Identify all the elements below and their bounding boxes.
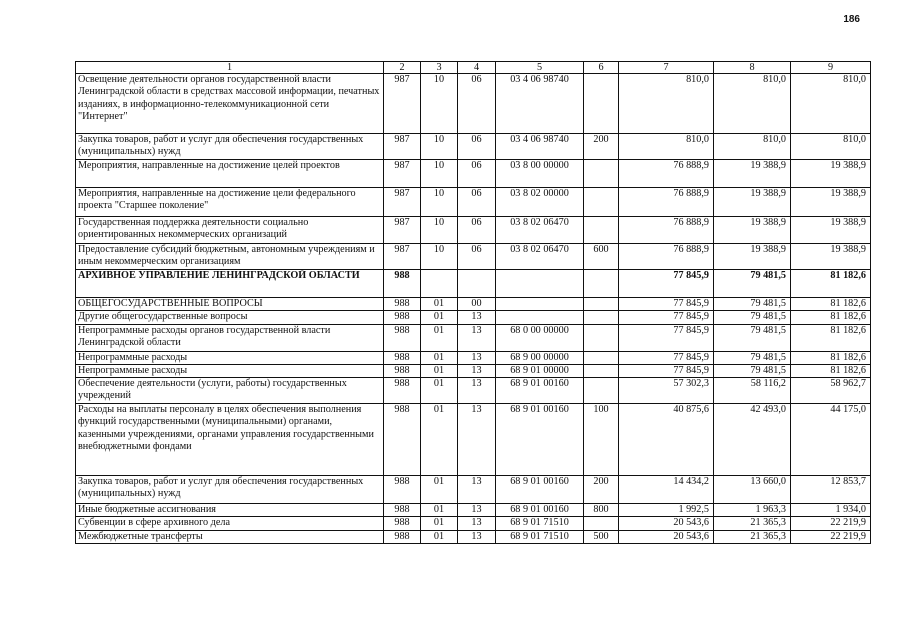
col-8: 79 481,5 bbox=[714, 311, 791, 324]
col-9: 81 182,6 bbox=[791, 311, 871, 324]
col-5: 03 8 02 06470 bbox=[496, 244, 584, 270]
col-4: 13 bbox=[458, 504, 496, 517]
table-row bbox=[76, 476, 871, 504]
col-5: 68 9 01 71510 bbox=[496, 530, 584, 543]
col-4: 06 bbox=[458, 134, 496, 160]
header-cell: 2 bbox=[384, 62, 421, 74]
col-2: 987 bbox=[384, 134, 421, 160]
row-name: Мероприятия, направленные на достижение целей проектов bbox=[76, 160, 384, 188]
col-4 bbox=[458, 270, 496, 298]
col-9: 19 388,9 bbox=[791, 188, 871, 217]
header-cell: 8 bbox=[714, 62, 791, 74]
col-3: 10 bbox=[421, 160, 458, 188]
col-8: 42 493,0 bbox=[714, 404, 791, 476]
col-6 bbox=[584, 517, 619, 530]
table-row bbox=[76, 188, 871, 217]
col-7: 77 845,9 bbox=[619, 324, 714, 351]
col-2: 987 bbox=[384, 188, 421, 217]
col-7: 14 434,2 bbox=[619, 476, 714, 504]
col-5: 03 4 06 98740 bbox=[496, 134, 584, 160]
table-row bbox=[76, 244, 871, 270]
row-name: Непрограммные расходы bbox=[76, 351, 384, 364]
col-5 bbox=[496, 270, 584, 298]
col-4: 13 bbox=[458, 378, 496, 404]
col-2: 988 bbox=[384, 364, 421, 377]
col-7: 77 845,9 bbox=[619, 351, 714, 364]
col-6 bbox=[584, 324, 619, 351]
table-body bbox=[76, 62, 871, 544]
table-row bbox=[76, 160, 871, 188]
col-7: 76 888,9 bbox=[619, 217, 714, 244]
row-name: Государственная поддержка деятельности социально ориентированных некоммерческих организаций bbox=[76, 217, 384, 244]
col-4: 06 bbox=[458, 244, 496, 270]
row-name: Непрограммные расходы bbox=[76, 364, 384, 377]
header-cell: 1 bbox=[76, 62, 384, 74]
col-9: 810,0 bbox=[791, 134, 871, 160]
col-4: 06 bbox=[458, 188, 496, 217]
col-7: 77 845,9 bbox=[619, 270, 714, 298]
col-8: 19 388,9 bbox=[714, 160, 791, 188]
col-9: 81 182,6 bbox=[791, 270, 871, 298]
table-row bbox=[76, 517, 871, 530]
col-3: 01 bbox=[421, 504, 458, 517]
row-name: Предоставление субсидий бюджетным, автономным учреждениям и иным некоммерческим организациям bbox=[76, 244, 384, 270]
col-8: 19 388,9 bbox=[714, 244, 791, 270]
col-6 bbox=[584, 160, 619, 188]
col-5 bbox=[496, 311, 584, 324]
col-9: 81 182,6 bbox=[791, 324, 871, 351]
col-7: 57 302,3 bbox=[619, 378, 714, 404]
col-3: 01 bbox=[421, 298, 458, 311]
col-7: 40 875,6 bbox=[619, 404, 714, 476]
row-name: Межбюджетные трансферты bbox=[76, 530, 384, 543]
col-5: 03 8 02 00000 bbox=[496, 188, 584, 217]
col-5: 68 0 00 00000 bbox=[496, 324, 584, 351]
col-3: 10 bbox=[421, 188, 458, 217]
col-4: 13 bbox=[458, 311, 496, 324]
col-6: 800 bbox=[584, 504, 619, 517]
col-7: 76 888,9 bbox=[619, 188, 714, 217]
col-8: 19 388,9 bbox=[714, 217, 791, 244]
col-7: 76 888,9 bbox=[619, 244, 714, 270]
col-3: 01 bbox=[421, 324, 458, 351]
col-6: 200 bbox=[584, 476, 619, 504]
col-2: 987 bbox=[384, 244, 421, 270]
col-9: 58 962,7 bbox=[791, 378, 871, 404]
table-row bbox=[76, 311, 871, 324]
col-4: 13 bbox=[458, 351, 496, 364]
row-name: Другие общегосударственные вопросы bbox=[76, 311, 384, 324]
col-2: 988 bbox=[384, 404, 421, 476]
row-name: Мероприятия, направленные на достижение цели федерального проекта "Старшее поколение" bbox=[76, 188, 384, 217]
col-5: 68 9 01 71510 bbox=[496, 517, 584, 530]
col-7: 77 845,9 bbox=[619, 364, 714, 377]
table-row bbox=[76, 530, 871, 543]
col-8: 79 481,5 bbox=[714, 364, 791, 377]
header-cell: 5 bbox=[496, 62, 584, 74]
col-7: 77 845,9 bbox=[619, 311, 714, 324]
col-3: 01 bbox=[421, 530, 458, 543]
col-6 bbox=[584, 364, 619, 377]
col-9: 19 388,9 bbox=[791, 244, 871, 270]
row-name: Непрограммные расходы органов государственной власти Ленинградской области bbox=[76, 324, 384, 351]
header-cell: 9 bbox=[791, 62, 871, 74]
col-8: 79 481,5 bbox=[714, 298, 791, 311]
budget-table bbox=[75, 61, 871, 544]
table-row bbox=[76, 217, 871, 244]
col-5: 68 9 00 00000 bbox=[496, 351, 584, 364]
col-2: 987 bbox=[384, 74, 421, 134]
col-9: 1 934,0 bbox=[791, 504, 871, 517]
col-4: 06 bbox=[458, 74, 496, 134]
col-2: 988 bbox=[384, 517, 421, 530]
col-7: 77 845,9 bbox=[619, 298, 714, 311]
col-9: 81 182,6 bbox=[791, 298, 871, 311]
col-9: 81 182,6 bbox=[791, 364, 871, 377]
col-8: 21 365,3 bbox=[714, 517, 791, 530]
col-3: 01 bbox=[421, 378, 458, 404]
col-3: 01 bbox=[421, 517, 458, 530]
col-5: 68 9 01 00160 bbox=[496, 504, 584, 517]
col-8: 79 481,5 bbox=[714, 351, 791, 364]
col-2: 987 bbox=[384, 160, 421, 188]
row-name: Закупка товаров, работ и услуг для обеспечения государственных (муниципальных) нужд bbox=[76, 476, 384, 504]
col-8: 58 116,2 bbox=[714, 378, 791, 404]
col-3: 01 bbox=[421, 311, 458, 324]
col-2: 988 bbox=[384, 311, 421, 324]
col-2: 988 bbox=[384, 270, 421, 298]
row-name: ОБЩЕГОСУДАРСТВЕННЫЕ ВОПРОСЫ bbox=[76, 298, 384, 311]
col-8: 21 365,3 bbox=[714, 530, 791, 543]
col-6 bbox=[584, 74, 619, 134]
table-row bbox=[76, 324, 871, 351]
col-9: 19 388,9 bbox=[791, 217, 871, 244]
col-6 bbox=[584, 188, 619, 217]
col-8: 19 388,9 bbox=[714, 188, 791, 217]
col-3: 10 bbox=[421, 134, 458, 160]
col-2: 988 bbox=[384, 298, 421, 311]
col-8: 79 481,5 bbox=[714, 270, 791, 298]
col-6 bbox=[584, 298, 619, 311]
col-4: 13 bbox=[458, 324, 496, 351]
col-7: 810,0 bbox=[619, 134, 714, 160]
row-name: Закупка товаров, работ и услуг для обеспечения государственных (муниципальных) нужд bbox=[76, 134, 384, 160]
table-row bbox=[76, 270, 871, 298]
row-name: Обеспечение деятельности (услуги, работы) государственных учреждений bbox=[76, 378, 384, 404]
col-9: 810,0 bbox=[791, 74, 871, 134]
col-4: 13 bbox=[458, 476, 496, 504]
col-5: 68 9 01 00160 bbox=[496, 476, 584, 504]
col-3: 01 bbox=[421, 404, 458, 476]
col-5: 03 4 06 98740 bbox=[496, 74, 584, 134]
col-5 bbox=[496, 298, 584, 311]
col-8: 1 963,3 bbox=[714, 504, 791, 517]
col-7: 20 543,6 bbox=[619, 530, 714, 543]
col-4: 13 bbox=[458, 517, 496, 530]
row-name: Освещение деятельности органов государственной власти Ленинградской области в средствах массовой информации, печатных изданиях, в информационно-телекоммуникационной сети "Интернет" bbox=[76, 74, 384, 134]
table-row bbox=[76, 378, 871, 404]
col-2: 988 bbox=[384, 324, 421, 351]
col-9: 81 182,6 bbox=[791, 351, 871, 364]
header-cell: 7 bbox=[619, 62, 714, 74]
col-4: 13 bbox=[458, 404, 496, 476]
col-7: 810,0 bbox=[619, 74, 714, 134]
col-2: 988 bbox=[384, 530, 421, 543]
col-9: 44 175,0 bbox=[791, 404, 871, 476]
col-7: 20 543,6 bbox=[619, 517, 714, 530]
col-4: 06 bbox=[458, 160, 496, 188]
col-6 bbox=[584, 311, 619, 324]
col-3: 01 bbox=[421, 351, 458, 364]
col-9: 22 219,9 bbox=[791, 530, 871, 543]
col-4: 00 bbox=[458, 298, 496, 311]
col-2: 988 bbox=[384, 504, 421, 517]
col-5: 68 9 01 00000 bbox=[496, 364, 584, 377]
col-8: 810,0 bbox=[714, 74, 791, 134]
table-row bbox=[76, 504, 871, 517]
header-cell: 4 bbox=[458, 62, 496, 74]
col-6: 100 bbox=[584, 404, 619, 476]
table-row bbox=[76, 74, 871, 134]
col-4: 06 bbox=[458, 217, 496, 244]
col-9: 19 388,9 bbox=[791, 160, 871, 188]
col-2: 988 bbox=[384, 476, 421, 504]
table-row bbox=[76, 404, 871, 476]
col-6 bbox=[584, 351, 619, 364]
col-3: 10 bbox=[421, 217, 458, 244]
col-8: 810,0 bbox=[714, 134, 791, 160]
row-name: Иные бюджетные ассигнования bbox=[76, 504, 384, 517]
col-9: 22 219,9 bbox=[791, 517, 871, 530]
col-8: 13 660,0 bbox=[714, 476, 791, 504]
col-3: 01 bbox=[421, 364, 458, 377]
col-8: 79 481,5 bbox=[714, 324, 791, 351]
col-6: 500 bbox=[584, 530, 619, 543]
col-5: 68 9 01 00160 bbox=[496, 378, 584, 404]
table-row bbox=[76, 134, 871, 160]
col-3: 10 bbox=[421, 74, 458, 134]
col-2: 988 bbox=[384, 378, 421, 404]
table-row bbox=[76, 351, 871, 364]
col-6: 600 bbox=[584, 244, 619, 270]
col-2: 987 bbox=[384, 217, 421, 244]
col-3: 10 bbox=[421, 244, 458, 270]
col-3 bbox=[421, 270, 458, 298]
row-name: Расходы на выплаты персоналу в целях обеспечения выполнения функций государственными (муниципальными) органами, казенными учреждениями, органами управления государственными внебюджетными фондами bbox=[76, 404, 384, 476]
table-row bbox=[76, 298, 871, 311]
col-5: 03 8 02 06470 bbox=[496, 217, 584, 244]
col-4: 13 bbox=[458, 530, 496, 543]
col-6 bbox=[584, 270, 619, 298]
col-2: 988 bbox=[384, 351, 421, 364]
col-4: 13 bbox=[458, 364, 496, 377]
col-3: 01 bbox=[421, 476, 458, 504]
col-7: 1 992,5 bbox=[619, 504, 714, 517]
col-5: 03 8 00 00000 bbox=[496, 160, 584, 188]
table-row bbox=[76, 364, 871, 377]
col-6 bbox=[584, 378, 619, 404]
header-cell: 3 bbox=[421, 62, 458, 74]
header-row bbox=[76, 62, 871, 74]
row-name: Субвенции в сфере архивного дела bbox=[76, 517, 384, 530]
col-5: 68 9 01 00160 bbox=[496, 404, 584, 476]
page-number: 186 bbox=[843, 14, 860, 25]
col-7: 76 888,9 bbox=[619, 160, 714, 188]
col-6: 200 bbox=[584, 134, 619, 160]
col-9: 12 853,7 bbox=[791, 476, 871, 504]
header-cell: 6 bbox=[584, 62, 619, 74]
row-name: АРХИВНОЕ УПРАВЛЕНИЕ ЛЕНИНГРАДСКОЙ ОБЛАСТИ bbox=[76, 270, 384, 298]
col-6 bbox=[584, 217, 619, 244]
